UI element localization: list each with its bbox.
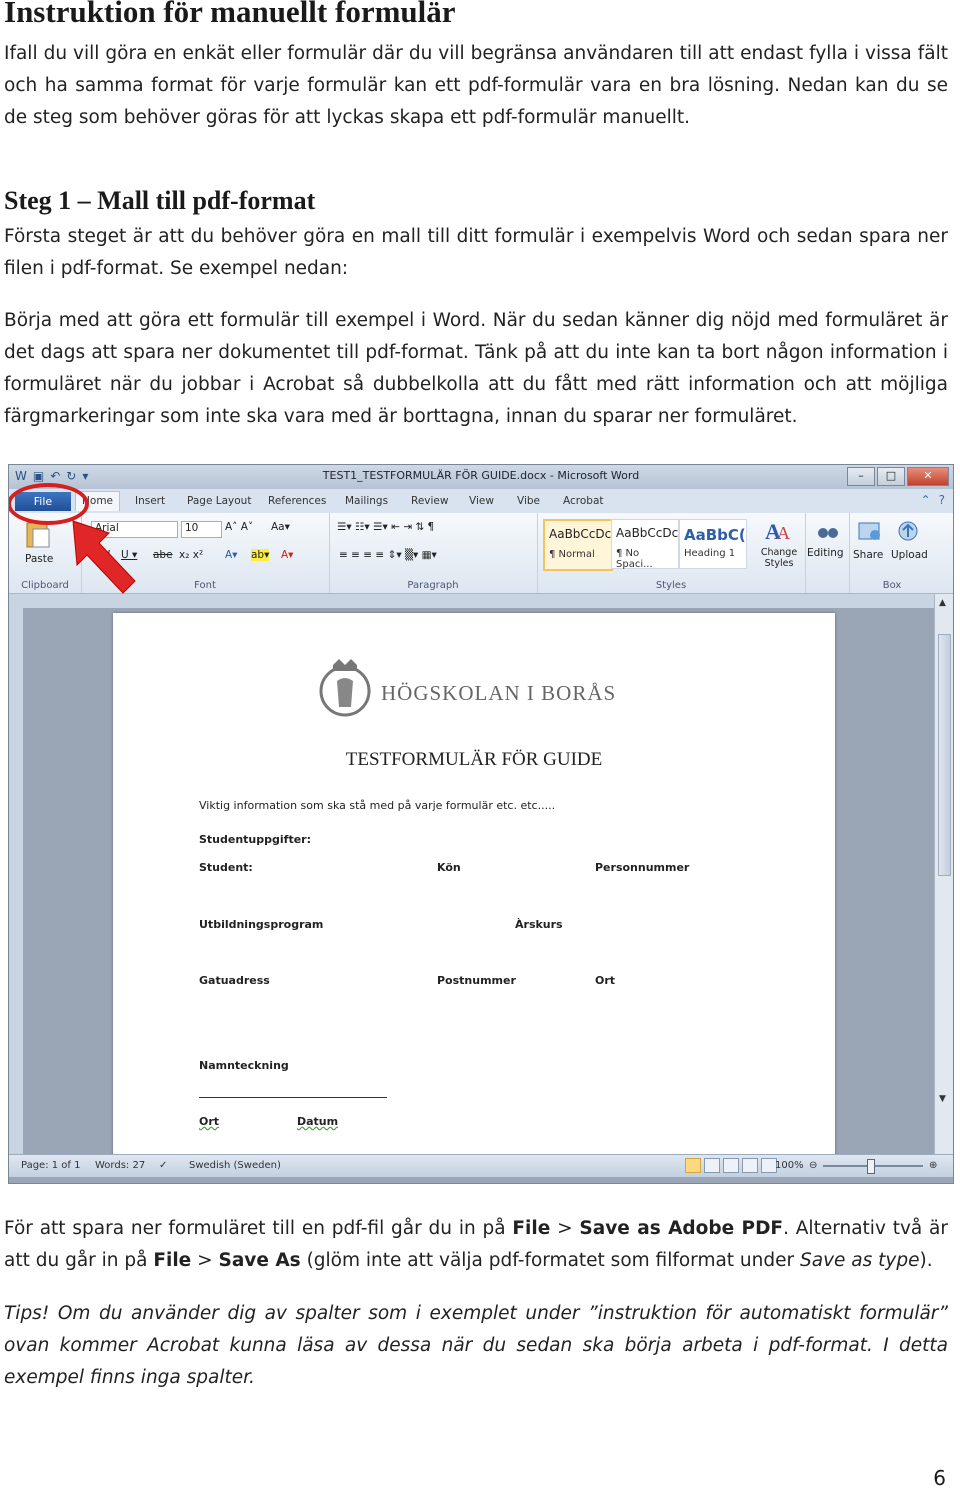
- form-label: Utbildningsprogram: [199, 918, 324, 931]
- tab-references[interactable]: References: [268, 495, 327, 507]
- strikethrough-icon[interactable]: abe: [153, 549, 173, 561]
- form-label: Student:: [199, 861, 253, 874]
- outline-icon[interactable]: [742, 1158, 758, 1173]
- scroll-up-icon[interactable]: ▲: [939, 598, 946, 608]
- step1-paragraph-1: Första steget är att du behöver göra en mall till ditt formulär i exempelvis Word och sedan spara ner filen i pdf-format. Se exempel nedan:: [4, 226, 948, 279]
- style-preview: AaBbCcDc: [549, 527, 612, 541]
- vertical-scrollbar[interactable]: [934, 594, 953, 1154]
- form-label: Ort: [595, 974, 616, 987]
- university-name: HÖGSKOLAN I BORÅS: [381, 681, 617, 705]
- minimize-icon[interactable]: –: [847, 467, 875, 486]
- form-label: Gatuadress: [199, 974, 270, 987]
- bullets-icon[interactable]: ☰▾ ☷▾ ☰▾ ⇤ ⇥ ⇅ ¶: [337, 521, 435, 533]
- tab-file[interactable]: File: [15, 492, 71, 511]
- ribbon-tabs: [9, 489, 953, 513]
- tab-acrobat[interactable]: Acrobat: [563, 495, 604, 507]
- editing-group: [805, 513, 850, 593]
- style-no-spacing[interactable]: [611, 519, 679, 569]
- tab-view[interactable]: View: [469, 495, 494, 507]
- form-label: Ort: [199, 1115, 220, 1128]
- paragraph-group: [329, 513, 538, 593]
- svg-text:A: A: [777, 523, 790, 543]
- font-label: Font: [194, 580, 216, 591]
- paste-button[interactable]: Paste: [25, 553, 54, 565]
- save-as-adobe-term: Save as Adobe PDF: [579, 1218, 784, 1239]
- save-as-type-term: Save as type: [800, 1250, 920, 1271]
- editing-button[interactable]: Editing: [807, 547, 844, 559]
- help-icon[interactable]: ?: [938, 493, 945, 507]
- zoom-out-icon[interactable]: ⊖: [809, 1160, 818, 1171]
- form-info-text: Viktig information som ska stå med på varje formulär etc. etc.....: [199, 799, 556, 812]
- print-layout-icon[interactable]: [685, 1158, 701, 1173]
- customize-qat-icon[interactable]: ▾: [82, 469, 89, 483]
- step1-paragraph-2: Börja med att göra ett formulär till exempel i Word. När du sedan känner dig nöjd med formuläret är det dags att spara ner dokumentet till pdf-format. Tänk på att du inte kan ta bort någon information i formuläret när du jobbar i Acrobat så dubbelkolla att du fått med rätt information och att möjliga färgmarkeringar som inte ska vara med är borttagna, innan du sparar ner formuläret.: [4, 310, 948, 427]
- proofing-icon[interactable]: ✓: [159, 1160, 168, 1171]
- save-icon[interactable]: ▣: [32, 469, 45, 483]
- signature-line: [199, 1097, 387, 1098]
- file-term: File: [153, 1250, 192, 1271]
- style-name: ¶ No Spaci...: [616, 548, 653, 570]
- upload-button[interactable]: Upload: [891, 549, 928, 561]
- undo-icon[interactable]: ↶: [50, 469, 61, 483]
- style-name: ¶ Normal: [549, 549, 595, 560]
- font-size-select[interactable]: 10: [181, 521, 222, 538]
- maximize-icon[interactable]: □: [877, 467, 905, 486]
- form-label: Personnummer: [595, 861, 690, 874]
- style-normal[interactable]: [543, 519, 613, 571]
- form-label: Kön: [437, 861, 461, 874]
- word-count[interactable]: Words: 27: [95, 1160, 146, 1171]
- word-title-bar: [9, 465, 953, 489]
- share-button[interactable]: Share: [853, 549, 884, 561]
- binoculars-icon[interactable]: [817, 519, 839, 541]
- save-text: (glöm inte att välja pdf-formatet som filformat under: [300, 1250, 800, 1271]
- vertical-ruler: [9, 608, 23, 1154]
- word-logo-icon: W: [15, 469, 27, 483]
- clipboard-label: Clipboard: [21, 580, 69, 591]
- ribbon-collapse-icon[interactable]: ⌃: [920, 493, 931, 507]
- form-label: Namnteckning: [199, 1059, 289, 1072]
- styles-group: [537, 513, 806, 593]
- text-effects-icon[interactable]: A▾: [225, 549, 238, 561]
- full-screen-icon[interactable]: [704, 1158, 720, 1173]
- tab-home[interactable]: Home: [75, 491, 120, 511]
- step1-heading: Steg 1 – Mall till pdf-format: [4, 186, 316, 215]
- form-label: Studentuppgifter:: [199, 833, 311, 846]
- ribbon: [9, 513, 953, 594]
- zoom-level[interactable]: 100%: [775, 1160, 804, 1171]
- scroll-down-icon[interactable]: ▼: [939, 1094, 946, 1104]
- style-preview: AaBbC(: [684, 526, 746, 544]
- close-icon[interactable]: ✕: [907, 467, 949, 486]
- subscript-icon[interactable]: x₂ x²: [179, 549, 204, 561]
- language[interactable]: Swedish (Sweden): [189, 1160, 281, 1171]
- svg-text:A: A: [765, 519, 781, 543]
- share-icon[interactable]: [857, 519, 883, 543]
- style-preview: AaBbCcDc: [616, 526, 679, 540]
- page-count[interactable]: Page: 1 of 1: [21, 1160, 81, 1171]
- tab-mailings[interactable]: Mailings: [345, 495, 389, 507]
- highlight-icon[interactable]: ab▾: [251, 549, 270, 561]
- redo-icon[interactable]: ↻: [66, 469, 77, 483]
- font-name-select[interactable]: Arial: [91, 521, 178, 538]
- page-title: Instruktion för manuellt formulär: [4, 0, 456, 29]
- tab-page-layout[interactable]: Page Layout: [187, 495, 252, 507]
- save-text: För att spara ner formuläret till en pdf-fil går du in på: [4, 1218, 513, 1239]
- university-emblem-icon: [317, 657, 373, 721]
- web-layout-icon[interactable]: [723, 1158, 739, 1173]
- word-screenshot: [8, 464, 954, 1184]
- font-color-icon[interactable]: A▾: [281, 549, 294, 561]
- save-text: ).: [919, 1250, 933, 1271]
- save-text: . Alternativ två är att du går in på: [4, 1218, 948, 1271]
- window-title: TEST1_TESTFORMULÄR FÖR GUIDE.docx - Microsoft Word: [322, 469, 640, 482]
- document-page: [113, 613, 835, 1173]
- red-arrow-icon: [69, 519, 149, 599]
- save-paragraph: [4, 1213, 948, 1277]
- change-case-icon[interactable]: Aa▾: [271, 521, 290, 533]
- scroll-thumb[interactable]: [938, 634, 951, 876]
- tab-review[interactable]: Review: [411, 495, 449, 507]
- box-group: [849, 513, 935, 593]
- view-buttons: [685, 1158, 777, 1173]
- form-label: Datum: [297, 1115, 339, 1128]
- tab-vibe[interactable]: Vibe: [517, 495, 540, 507]
- file-term: File: [512, 1218, 551, 1239]
- paragraph-label: Paragraph: [407, 580, 459, 591]
- align-icons[interactable]: ≡ ≡ ≡ ≡ ⇕▾ ▒▾ ▦▾: [339, 549, 437, 561]
- styles-label: Styles: [655, 580, 687, 591]
- form-title: TESTFORMULÄR FÖR GUIDE: [345, 749, 603, 770]
- horizontal-ruler: [9, 594, 953, 608]
- form-label: Postnummer: [437, 974, 516, 987]
- intro-paragraph: Ifall du vill göra en enkät eller formulär där du vill begränsa användaren till att endast fylla i vissa fält och ha samma format för varje formulär kan ett pdf-formulär vara en bra lösning. Nedan kan du se de steg som behöver göras för att lyckas skapa ett pdf-formulär manuellt.: [4, 43, 948, 128]
- box-label: Box: [882, 580, 902, 591]
- status-bar: [9, 1154, 953, 1177]
- change-styles-icon[interactable]: [763, 517, 793, 543]
- style-name: Heading 1: [684, 548, 736, 559]
- underline-icon[interactable]: U ▾: [121, 549, 138, 561]
- separator: >: [550, 1218, 580, 1239]
- zoom-slider-thumb[interactable]: [867, 1159, 875, 1174]
- separator: >: [191, 1250, 219, 1271]
- form-label: Àrskurs: [515, 918, 563, 931]
- page-number: 6: [933, 1466, 946, 1490]
- tab-insert[interactable]: Insert: [135, 495, 166, 507]
- tips-paragraph: Tips! Om du använder dig av spalter som i exemplet under ”instruktion för automatiskt formulär” ovan kommer Acrobat kunna läsa av dessa när du sedan ska börja arbeta i pdf-format. I detta exempel finns inga spalter.: [4, 1303, 948, 1388]
- zoom-in-icon[interactable]: ⊕: [929, 1160, 938, 1171]
- change-styles-button[interactable]: Change Styles: [760, 547, 798, 569]
- style-heading-1[interactable]: [679, 519, 747, 569]
- font-grow-icon[interactable]: A˄ A˅: [225, 521, 254, 533]
- save-as-term: Save As: [218, 1250, 301, 1271]
- upload-icon[interactable]: [895, 519, 921, 543]
